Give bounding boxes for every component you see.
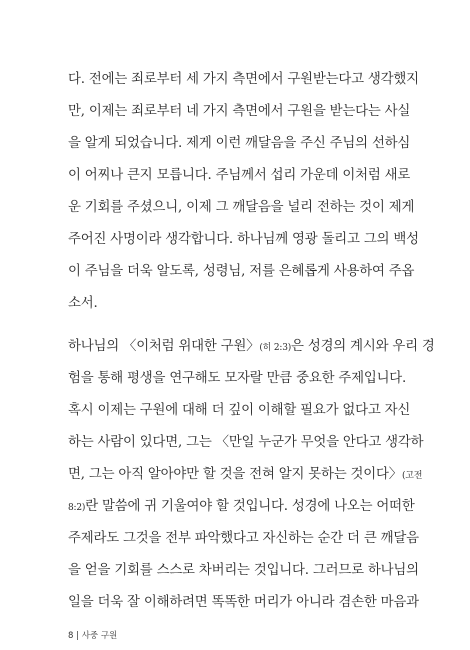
scripture-reference: (고전 — [401, 471, 423, 481]
page-footer — [68, 629, 117, 641]
footer-separator: | — [76, 631, 79, 641]
body-text-line: 을 얻을 기회를 스스로 차버리는 것입니다. 그러므로 하나님의 — [68, 563, 419, 578]
page-number: 8 — [68, 631, 74, 641]
body-text-line: 소서. — [68, 296, 98, 311]
body-text-line: 주제라도 그것을 전부 파악했다고 자신하는 순간 더 큰 깨달음 — [68, 531, 419, 546]
body-text-line: 주어진 사명이라 생각합니다. 하나님께 영광 돌리고 그의 백성 — [68, 232, 419, 247]
body-text-segment: 하나님의 〈이처럼 위대한 구원〉 — [68, 339, 260, 354]
body-text-line: 혹시 이제는 구원에 대해 더 깊이 이해할 필요가 없다고 자신 — [68, 403, 411, 418]
book-title: 사중 구원 — [81, 631, 118, 641]
body-text-line: 일을 더욱 잘 이해하려면 똑똑한 머리가 아니라 겸손한 마음과 — [68, 595, 419, 610]
body-text-line — [68, 466, 423, 485]
body-text-line: 을 알게 되었습니다. 제게 이런 깨달음을 주신 주님의 선하심 — [68, 136, 411, 151]
body-text-line: 만, 이제는 죄로부터 네 가지 측면에서 구원을 받는다는 사실 — [68, 104, 411, 119]
body-text-segment: 면, 그는 아직 알아야만 할 것을 전혀 알지 못하는 것이다〉 — [68, 467, 402, 482]
body-text-segment: 란 말씀에 귀 기울여야 할 것입니다. 성경에 나오는 어떠한 — [85, 499, 415, 514]
body-text-line — [68, 338, 435, 357]
scripture-reference: (히 2:3) — [259, 343, 292, 353]
body-text-line — [68, 498, 415, 517]
body-text-line: 이 어찌나 큰지 모릅니다. 주님께서 섭리 가운데 이처럼 새로 — [68, 168, 411, 183]
scripture-reference: 8:2) — [68, 503, 86, 513]
body-text-line: 이 주님을 더욱 알도록, 성령님, 저를 은혜롭게 사용하여 주옵 — [68, 264, 415, 279]
body-text-line: 다. 전에는 죄로부터 세 가지 측면에서 구원받는다고 생각했지 — [68, 72, 419, 87]
body-text-line: 험을 통해 평생을 연구해도 모자랄 만큼 중요한 주제입니다. — [68, 371, 407, 386]
body-text-segment: 은 성경의 계시와 우리 경 — [291, 339, 435, 354]
body-text-line: 운 기회를 주셨으니, 이제 그 깨달음을 널리 전하는 것이 제게 — [68, 200, 415, 215]
body-text-line: 하는 사람이 있다면, 그는 〈만일 누군가 무엇을 안다고 생각하 — [68, 435, 424, 450]
